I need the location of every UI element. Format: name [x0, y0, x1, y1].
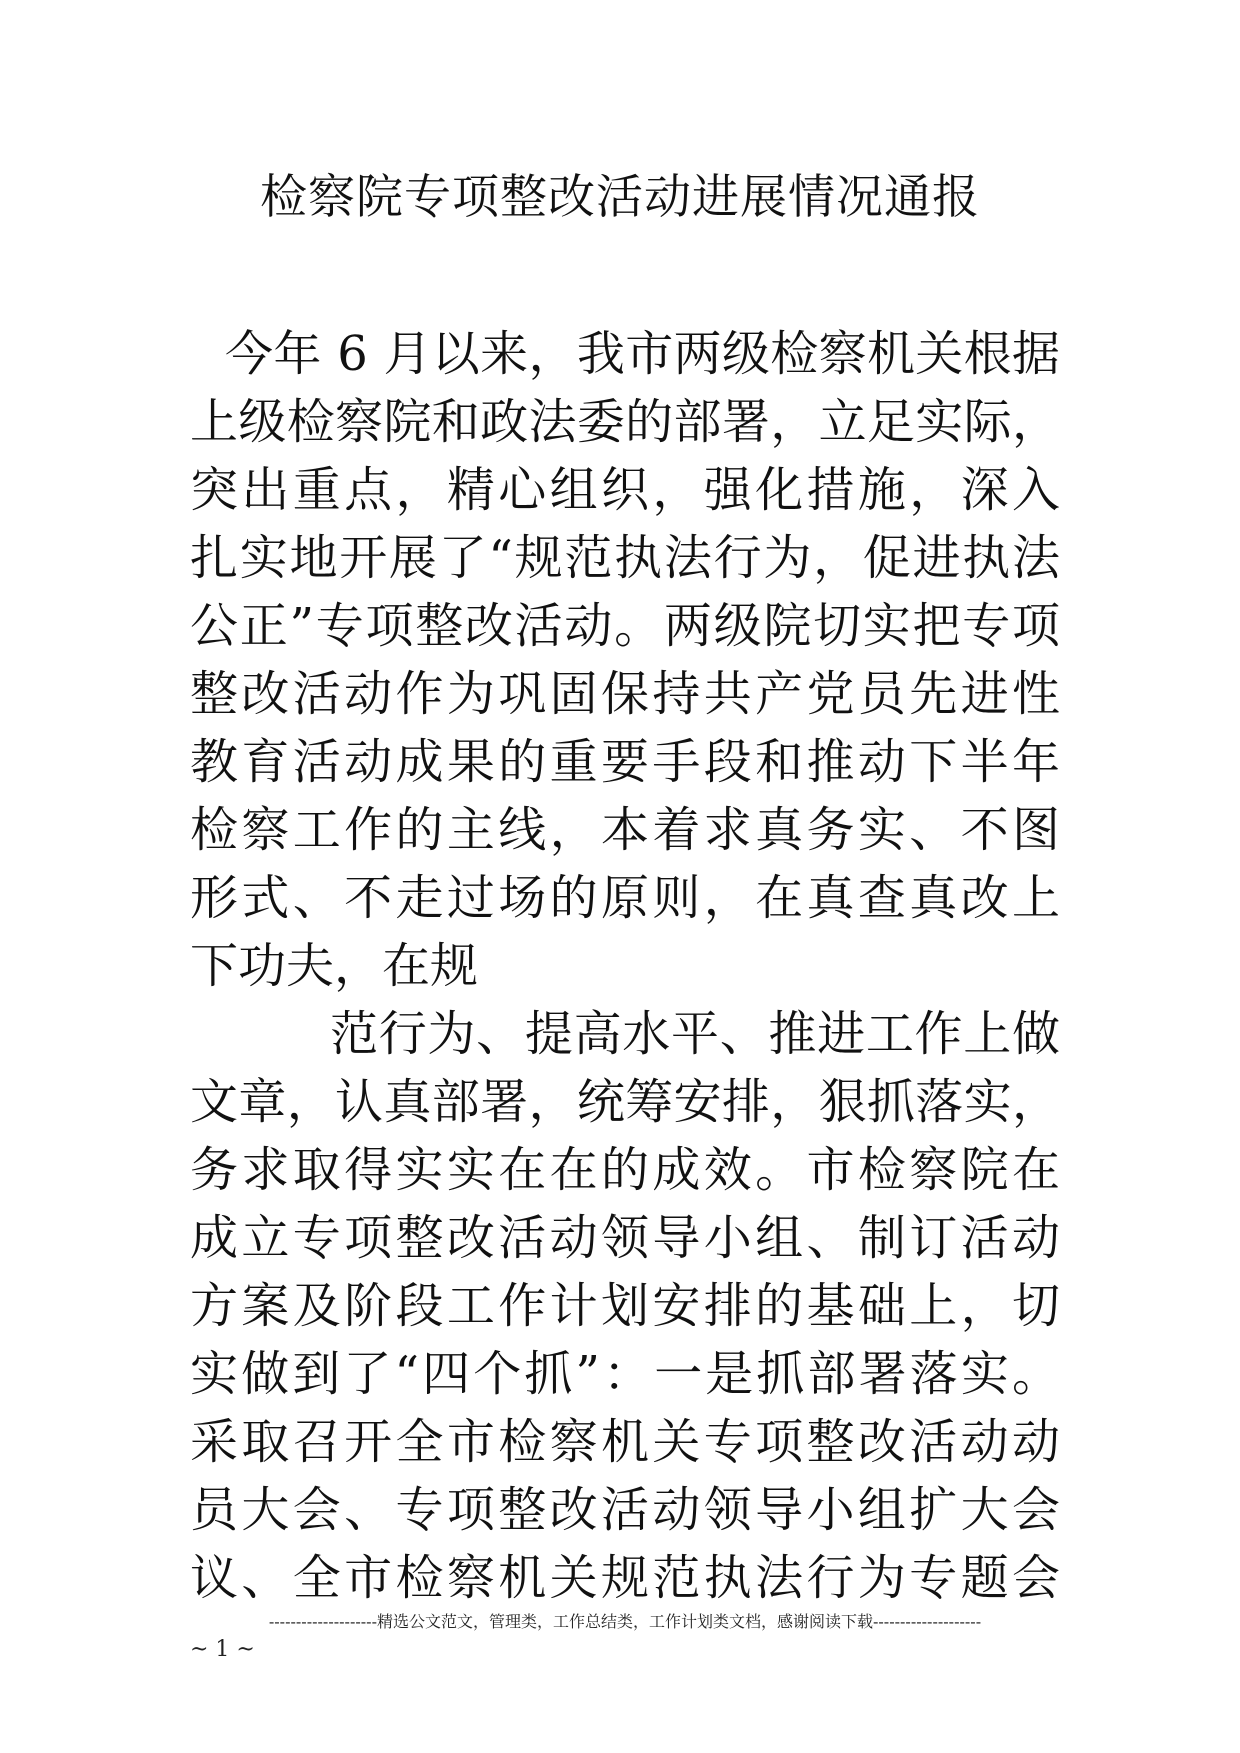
body-line: 成立专项整改活动领导小组、制订活动 — [190, 1210, 1060, 1266]
body-line: 今年 6 月以来，我市两级检察机关根据 — [225, 326, 1060, 382]
body-line: 形式、不走过场的原则，在真查真改上 — [190, 870, 1060, 926]
body-line: 下功夫，在规 — [190, 938, 479, 994]
body-line: 上级检察院和政法委的部署，立足实际， — [190, 394, 1060, 450]
body-line: 范行为、提高水平、推进工作上做 — [330, 1006, 1060, 1062]
body-line: 整改活动作为巩固保持共产党员先进性 — [190, 666, 1060, 722]
body-line: 教育活动成果的重要手段和推动下半年 — [190, 734, 1060, 790]
body-line: 扎实地开展了“规范执法行为，促进执法 — [190, 530, 1060, 586]
page-number: ~ 1 ~ — [190, 1637, 255, 1662]
body-line: 采取召开全市检察机关专项整改活动动 — [190, 1414, 1060, 1470]
body-line: 务求取得实实在在的成效。市检察院在 — [190, 1142, 1060, 1198]
body-line: 实做到了“四个抓”：一是抓部署落实。 — [190, 1346, 1060, 1402]
body-line: 文章，认真部署，统筹安排，狠抓落实， — [190, 1074, 1060, 1130]
body-line: 检察工作的主线，本着求真务实、不图 — [190, 802, 1060, 858]
page-title: 检察院专项整改活动进展情况通报 — [260, 170, 980, 225]
body-line: 方案及阶段工作计划安排的基础上，切 — [190, 1278, 1060, 1334]
body-line: 突出重点，精心组织，强化措施，深入 — [190, 462, 1060, 518]
body-text — [190, 320, 1060, 1612]
body-line: 员大会、专项整改活动领导小组扩大会 — [190, 1482, 1060, 1538]
body-line: 议、全市检察机关规范执法行为专题会 — [190, 1550, 1060, 1606]
body-line: 公正”专项整改活动。两级院切实把专项 — [190, 598, 1060, 654]
footer-note: --------------------精选公文范文，管理类，工作总结类，工作计划类文档，感谢阅读下载-------------------- — [268, 1612, 982, 1631]
